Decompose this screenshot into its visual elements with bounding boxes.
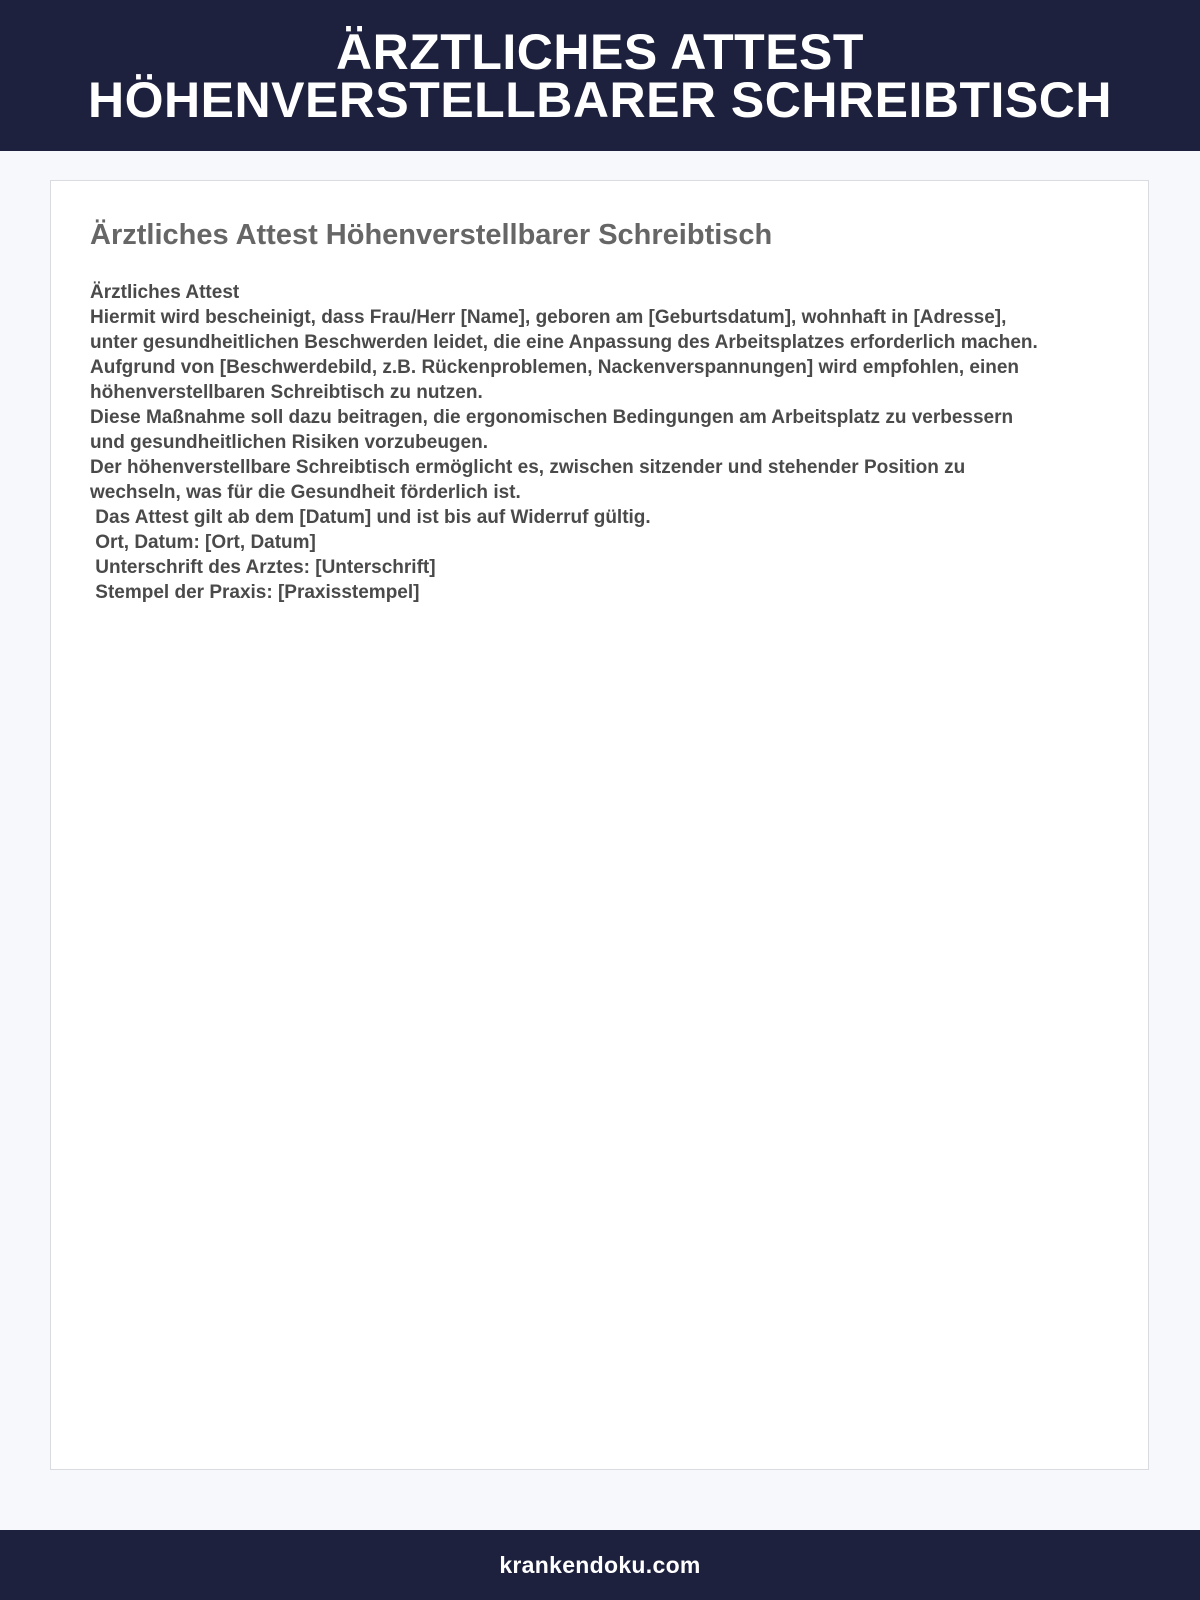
document-title: Ärztliches Attest Höhenverstellbarer Schreibtisch [90,219,773,251]
page-footer [0,1530,1200,1600]
header-title-line-1: ÄRZTLICHES ATTEST [336,23,864,80]
header-title-line-2: HÖHENVERSTELLBARER SCHREIBTISCH [88,71,1112,128]
document-card [50,180,1149,1470]
body-line: Hiermit wird bescheinigt, dass Frau/Herr [Name], geboren am [Geburtsdatum], wohnhaft in [Adresse], [90,307,1007,328]
body-line: Der höhenverstellbare Schreibtisch ermöglicht es, zwischen sitzender und stehender Position zu [90,457,966,478]
page-header [0,0,1200,151]
footer-site-name: krankendoku.com [499,1551,701,1578]
signature-line: Unterschrift des Arztes: [Unterschrift] [90,557,436,578]
body-line-heading: Ärztliches Attest [90,282,240,303]
body-line: und gesundheitlichen Risiken vorzubeugen. [90,432,488,453]
stamp-line: Stempel der Praxis: [Praxisstempel] [90,582,420,603]
validity-line: Das Attest gilt ab dem [Datum] und ist bis auf Widerruf gültig. [90,507,651,528]
body-line: Diese Maßnahme soll dazu beitragen, die ergonomischen Bedingungen am Arbeitsplatz zu verbessern [90,407,1014,428]
document-body [90,280,1120,605]
body-line: höhenverstellbaren Schreibtisch zu nutzen. [90,382,483,403]
place-date-line: Ort, Datum: [Ort, Datum] [90,532,316,553]
body-line: unter gesundheitlichen Beschwerden leidet, die eine Anpassung des Arbeitsplatzes erforderlich machen. [90,332,1038,353]
body-line: Aufgrund von [Beschwerdebild, z.B. Rückenproblemen, Nackenverspannungen] wird empfohlen, einen [90,357,1020,378]
body-line: wechseln, was für die Gesundheit förderlich ist. [90,482,521,503]
